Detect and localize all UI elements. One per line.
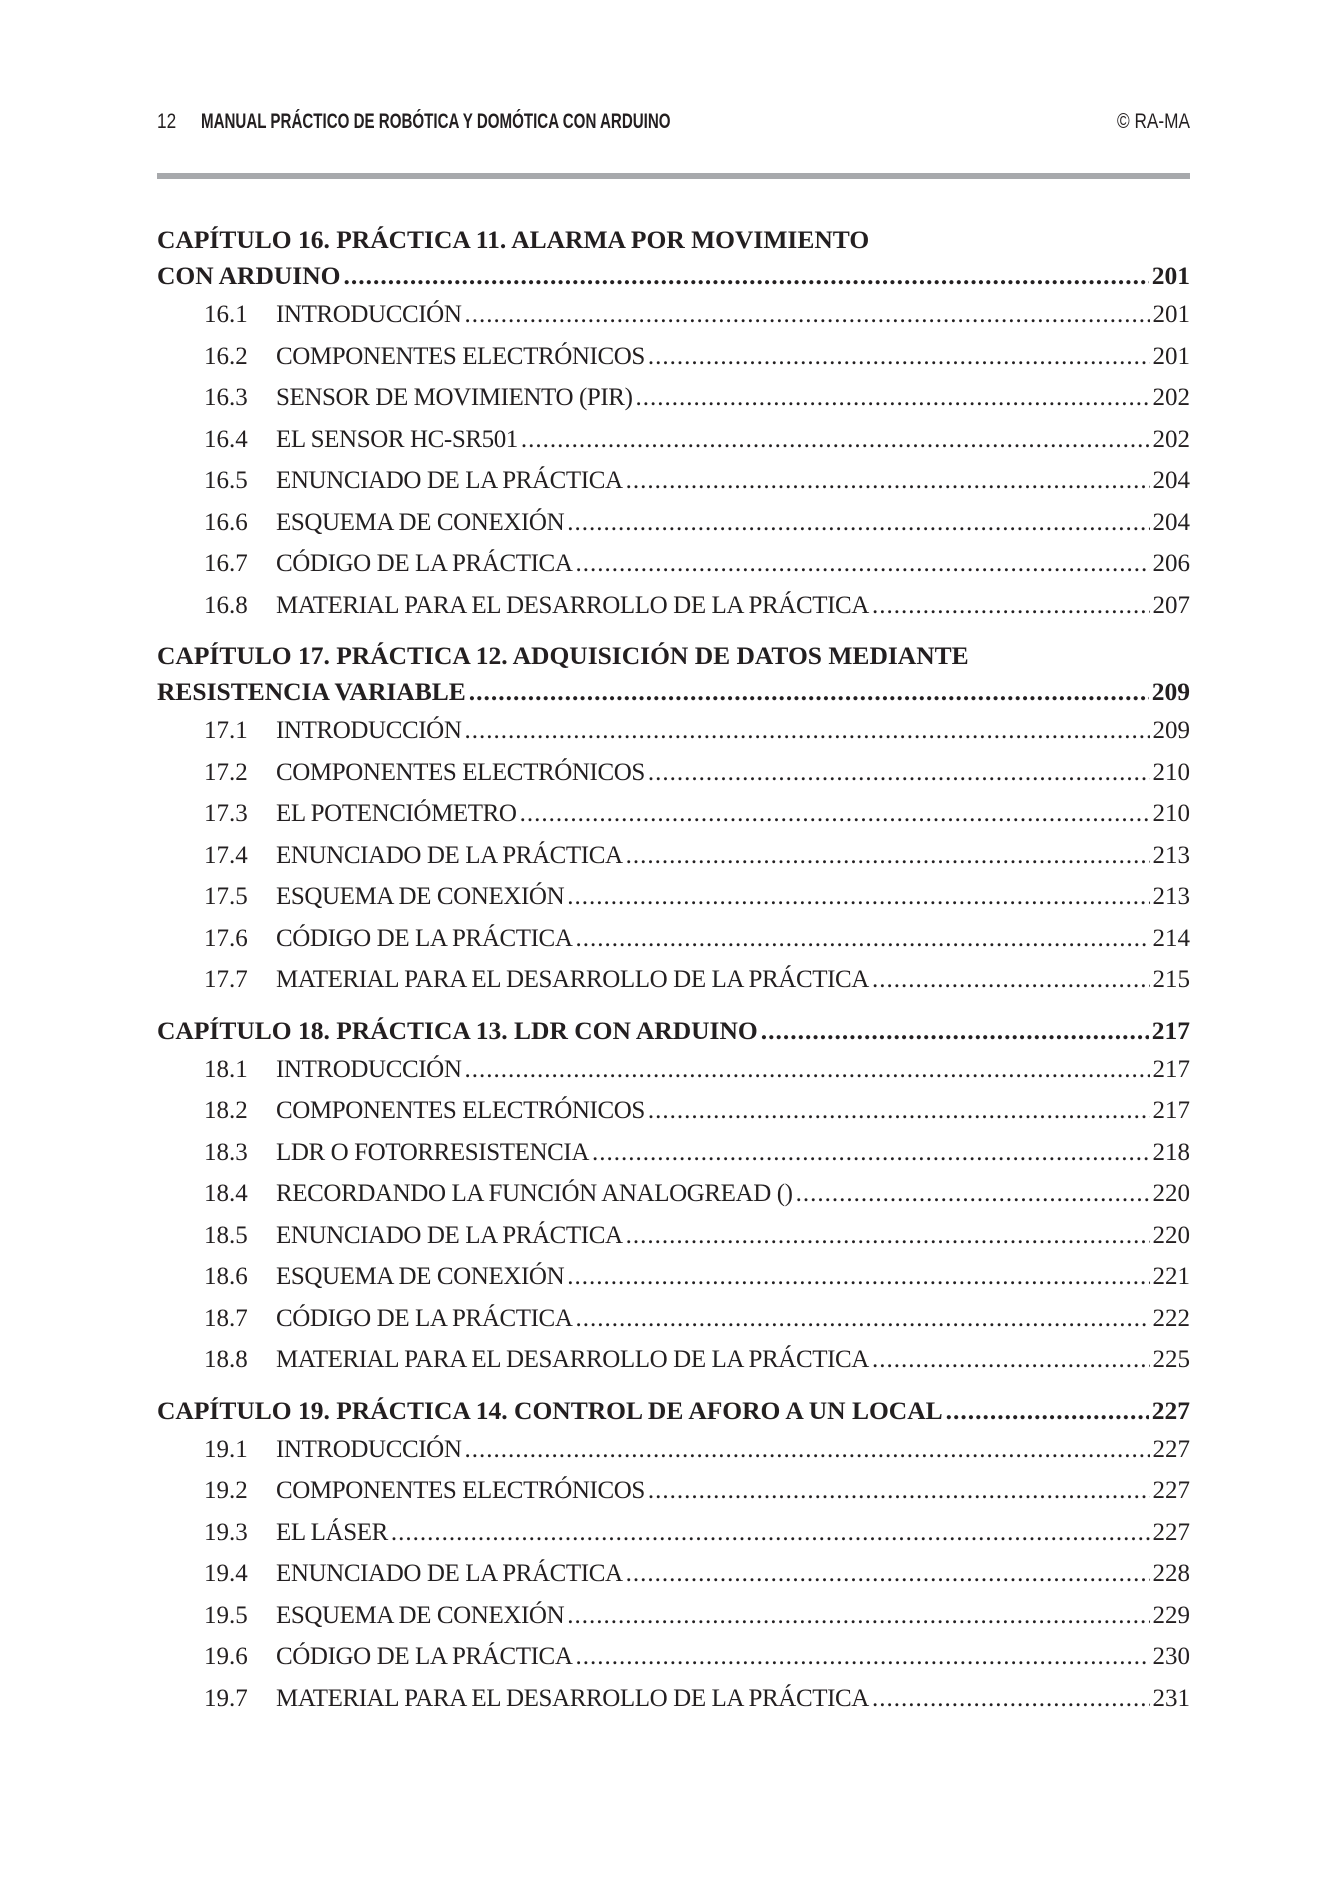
- section-page: 210: [1152, 800, 1190, 827]
- toc-entry: [157, 460, 1190, 502]
- section-number: 16.1: [204, 301, 248, 328]
- toc-entry: [157, 336, 1190, 378]
- section-number: 17.7: [204, 966, 248, 993]
- dot-leader: [648, 1090, 1150, 1132]
- toc-entry: [157, 1298, 1190, 1340]
- chapter-page: 217: [1151, 1015, 1190, 1045]
- section-title: MATERIAL PARA EL DESARROLLO DE LA PRÁCTICA: [276, 1346, 869, 1373]
- dot-leader: [391, 1512, 1150, 1554]
- section-title: COMPONENTES ELECTRÓNICOS: [276, 1097, 645, 1124]
- section-title: EL LÁSER: [276, 1518, 388, 1546]
- toc-entry: [157, 793, 1190, 835]
- section-number: 16.3: [204, 384, 248, 411]
- toc-entry: [157, 585, 1190, 627]
- section-number: 16.2: [204, 342, 248, 370]
- section-number: 18.8: [204, 1346, 248, 1373]
- section-number: 18.2: [204, 1097, 248, 1124]
- section-page: 230: [1152, 1643, 1190, 1670]
- section-title: INTRODUCCIÓN: [276, 717, 462, 744]
- section-number: 19.2: [204, 1477, 248, 1504]
- chapter-entry: [157, 258, 1190, 294]
- section-title: ESQUEMA DE CONEXIÓN: [276, 1601, 565, 1629]
- section-title: SENSOR DE MOVIMIENTO (PIR): [276, 384, 633, 411]
- section-number: 16.8: [204, 591, 248, 619]
- section-page: 204: [1152, 467, 1190, 494]
- section-page: 228: [1152, 1560, 1190, 1587]
- section-title: CÓDIGO DE LA PRÁCTICA: [276, 550, 573, 577]
- toc-entry: [157, 1470, 1190, 1512]
- section-title: LDR O FOTORRESISTENCIA: [276, 1138, 589, 1166]
- section-page: 229: [1152, 1601, 1190, 1629]
- toc-entry: [157, 419, 1190, 461]
- section-page: 214: [1152, 924, 1190, 952]
- section-number: 19.7: [204, 1684, 248, 1712]
- toc-entry: [157, 1049, 1190, 1091]
- toc-entry: [157, 1256, 1190, 1298]
- section-title: CÓDIGO DE LA PRÁCTICA: [276, 924, 573, 952]
- dot-leader: [761, 1013, 1149, 1049]
- chapter-entry: [157, 674, 1190, 710]
- publisher: © RA-MA: [1117, 110, 1190, 133]
- chapter-page: 201: [1151, 261, 1190, 290]
- section-title: MATERIAL PARA EL DESARROLLO DE LA PRÁCTICA: [276, 591, 869, 619]
- dot-leader: [872, 1339, 1150, 1381]
- table-of-contents: [157, 222, 1190, 1731]
- chapter-title-line: CAPÍTULO 18. PRÁCTICA 13. LDR CON ARDUINO: [157, 1015, 758, 1045]
- toc-entry: [157, 918, 1190, 960]
- toc-entry: [157, 543, 1190, 585]
- section-page: 220: [1152, 1221, 1190, 1249]
- section-title: ESQUEMA DE CONEXIÓN: [276, 1263, 565, 1290]
- section-page: 221: [1152, 1263, 1190, 1290]
- toc-entry: [157, 502, 1190, 544]
- section-page: 202: [1152, 384, 1190, 411]
- toc-entry: [157, 1132, 1190, 1174]
- section-page: 218: [1152, 1138, 1190, 1166]
- dot-leader: [567, 1595, 1149, 1637]
- section-number: 19.3: [204, 1518, 248, 1546]
- section-number: 19.5: [204, 1601, 248, 1629]
- header-rule: [157, 173, 1190, 179]
- dot-leader: [521, 419, 1150, 461]
- toc-entry: [157, 1595, 1190, 1637]
- running-header: [157, 110, 1190, 144]
- section-page: 206: [1152, 550, 1190, 577]
- section-page: 213: [1152, 841, 1190, 869]
- chapter-title-line: CAPÍTULO 19. PRÁCTICA 14. CONTROL DE AFORO A UN LOCAL: [157, 1395, 943, 1425]
- dot-leader: [567, 1256, 1149, 1298]
- section-number: 17.1: [204, 717, 248, 744]
- toc-entry: [157, 1173, 1190, 1215]
- chapter-block: [157, 1013, 1190, 1381]
- dot-leader: [567, 502, 1149, 544]
- dot-leader: [626, 460, 1150, 502]
- section-title: MATERIAL PARA EL DESARROLLO DE LA PRÁCTICA: [276, 1684, 869, 1712]
- toc-entry: [157, 752, 1190, 794]
- section-number: 17.2: [204, 758, 248, 786]
- section-number: 18.5: [204, 1221, 248, 1249]
- section-number: 16.5: [204, 467, 248, 494]
- dot-leader: [648, 336, 1150, 378]
- section-page: 207: [1152, 591, 1190, 619]
- section-title: COMPONENTES ELECTRÓNICOS: [276, 758, 645, 786]
- section-title: COMPONENTES ELECTRÓNICOS: [276, 1477, 645, 1504]
- dot-leader: [464, 294, 1149, 336]
- chapter-entry: [157, 1393, 1190, 1429]
- toc-entry: [157, 294, 1190, 336]
- toc-entry: [157, 1553, 1190, 1595]
- section-number: 18.6: [204, 1263, 248, 1290]
- section-page: 220: [1152, 1180, 1190, 1207]
- section-page: 227: [1152, 1435, 1190, 1463]
- section-title: ENUNCIADO DE LA PRÁCTICA: [276, 1221, 623, 1249]
- section-title: ENUNCIADO DE LA PRÁCTICA: [276, 1560, 623, 1587]
- dot-leader: [575, 543, 1149, 585]
- chapter-title: CAPÍTULO 17. PRÁCTICA 12. ADQUISICIÓN DE DATOS MEDIANTE: [157, 641, 969, 670]
- dot-leader: [626, 1215, 1150, 1257]
- dot-leader: [575, 1298, 1149, 1340]
- dot-leader: [946, 1393, 1149, 1429]
- section-number: 16.4: [204, 425, 248, 453]
- chapter-title-line: RESISTENCIA VARIABLE: [157, 677, 466, 706]
- dot-leader: [567, 876, 1149, 918]
- section-page: 217: [1152, 1055, 1190, 1083]
- chapter-title: CAPÍTULO 16. PRÁCTICA 11. ALARMA POR MOVIMIENTO: [157, 225, 870, 254]
- section-title: INTRODUCCIÓN: [276, 1055, 462, 1083]
- section-number: 18.4: [204, 1180, 248, 1207]
- section-page: 210: [1152, 758, 1190, 786]
- section-page: 213: [1152, 883, 1190, 910]
- section-title: ENUNCIADO DE LA PRÁCTICA: [276, 467, 623, 494]
- section-title: CÓDIGO DE LA PRÁCTICA: [276, 1304, 573, 1332]
- dot-leader: [520, 793, 1150, 835]
- section-number: 16.6: [204, 508, 248, 536]
- section-number: 18.1: [204, 1055, 248, 1083]
- toc-entry: [157, 1636, 1190, 1678]
- dot-leader: [796, 1173, 1150, 1215]
- dot-leader: [648, 1470, 1150, 1512]
- section-number: 17.3: [204, 800, 248, 827]
- section-page: 201: [1152, 342, 1190, 370]
- dot-leader: [343, 258, 1148, 294]
- toc-entry: [157, 1678, 1190, 1720]
- page-number: 12: [157, 110, 177, 133]
- chapter-block: [157, 222, 1190, 626]
- section-title: INTRODUCCIÓN: [276, 301, 462, 328]
- section-page: 201: [1152, 301, 1190, 328]
- section-page: 227: [1152, 1518, 1190, 1546]
- dot-leader: [648, 752, 1150, 794]
- toc-entry: [157, 1215, 1190, 1257]
- section-page: 225: [1152, 1346, 1190, 1373]
- toc-entry: [157, 1339, 1190, 1381]
- dot-leader: [626, 835, 1150, 877]
- dot-leader: [575, 918, 1149, 960]
- toc-entry: [157, 835, 1190, 877]
- section-page: 202: [1152, 425, 1190, 453]
- dot-leader: [872, 1678, 1150, 1720]
- section-title: INTRODUCCIÓN: [276, 1435, 462, 1463]
- book-title: MANUAL PRÁCTICO DE ROBÓTICA Y DOMÓTICA CON ARDUINO: [201, 110, 671, 133]
- chapter-block: [157, 638, 1190, 1001]
- dot-leader: [469, 674, 1149, 710]
- section-number: 19.4: [204, 1560, 248, 1587]
- section-title: ESQUEMA DE CONEXIÓN: [276, 508, 565, 536]
- dot-leader: [575, 1636, 1149, 1678]
- section-page: 217: [1152, 1097, 1190, 1124]
- toc-entry: [157, 1512, 1190, 1554]
- section-number: 17.4: [204, 841, 248, 869]
- section-number: 17.6: [204, 924, 248, 952]
- section-page: 231: [1152, 1684, 1190, 1712]
- dot-leader: [464, 710, 1149, 752]
- section-page: 222: [1152, 1304, 1190, 1332]
- dot-leader: [464, 1049, 1149, 1091]
- chapter-block: [157, 1393, 1190, 1720]
- toc-entry: [157, 1429, 1190, 1471]
- dot-leader: [872, 585, 1150, 627]
- section-title: MATERIAL PARA EL DESARROLLO DE LA PRÁCTICA: [276, 966, 869, 993]
- section-page: 227: [1152, 1477, 1190, 1504]
- dot-leader: [464, 1429, 1149, 1471]
- chapter-page: 209: [1151, 677, 1190, 706]
- section-title: EL SENSOR HC-SR501: [276, 425, 518, 453]
- chapter-page: 227: [1151, 1395, 1190, 1425]
- section-page: 204: [1152, 508, 1190, 536]
- chapter-entry: [157, 1013, 1190, 1049]
- toc-entry: [157, 959, 1190, 1001]
- section-number: 19.1: [204, 1435, 248, 1463]
- section-number: 18.7: [204, 1304, 248, 1332]
- toc-entry: [157, 710, 1190, 752]
- chapter-title-line: CON ARDUINO: [157, 261, 341, 290]
- section-title: CÓDIGO DE LA PRÁCTICA: [276, 1643, 573, 1670]
- dot-leader: [592, 1132, 1150, 1174]
- section-number: 19.6: [204, 1643, 248, 1670]
- section-number: 16.7: [204, 550, 248, 577]
- dot-leader: [872, 959, 1150, 1001]
- toc-entry: [157, 377, 1190, 419]
- section-title: ENUNCIADO DE LA PRÁCTICA: [276, 841, 623, 869]
- section-title: COMPONENTES ELECTRÓNICOS: [276, 342, 645, 370]
- section-number: 18.3: [204, 1138, 248, 1166]
- section-title: EL POTENCIÓMETRO: [276, 800, 517, 827]
- toc-entry: [157, 876, 1190, 918]
- section-title: ESQUEMA DE CONEXIÓN: [276, 883, 565, 910]
- dot-leader: [626, 1553, 1150, 1595]
- section-title: RECORDANDO LA FUNCIÓN ANALOGREAD (): [276, 1180, 793, 1207]
- dot-leader: [636, 377, 1150, 419]
- section-number: 17.5: [204, 883, 248, 910]
- section-page: 215: [1152, 966, 1190, 993]
- section-page: 209: [1152, 717, 1190, 744]
- toc-entry: [157, 1090, 1190, 1132]
